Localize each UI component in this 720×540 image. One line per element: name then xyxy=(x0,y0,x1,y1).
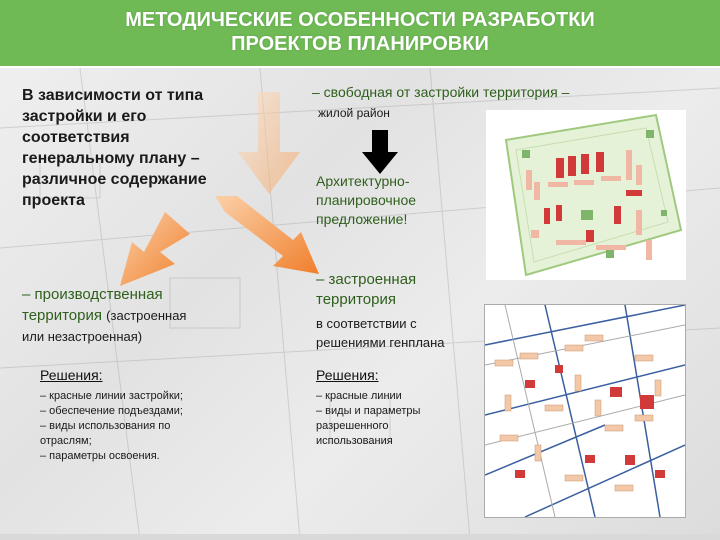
built-territory-line4: решениями генплана xyxy=(316,335,445,350)
industrial-line2: территория xyxy=(22,307,102,324)
orange-arrow-icon xyxy=(200,82,310,202)
industrial-line2-sub: (застроенная xyxy=(106,308,187,323)
list-item: – красные линии xyxy=(316,390,402,402)
arch-proposal-line: Архитектурно- xyxy=(316,173,410,189)
arch-proposal-line: планировочное xyxy=(316,192,417,208)
arch-proposal-line: предложение! xyxy=(316,211,408,227)
bottom-bar xyxy=(0,534,720,540)
residential-district-map xyxy=(486,110,686,280)
page-header xyxy=(0,0,720,66)
list-item: – красные линии застройки; xyxy=(40,390,183,402)
industrial-line3: или незастроенная) xyxy=(22,329,143,344)
list-item: – виды использования по xyxy=(40,420,171,432)
solutions-left-heading: Решения: xyxy=(40,367,103,383)
list-item: – параметры освоения. xyxy=(40,450,160,462)
built-territory-line3: в соответствии с xyxy=(316,316,417,331)
list-item: отраслям; xyxy=(40,435,92,447)
page-title-line2: ПРОЕКТОВ ПЛАНИРОВКИ xyxy=(231,33,489,55)
solutions-right-heading: Решения: xyxy=(316,367,379,383)
left-intro-line: застройки и его xyxy=(22,108,147,125)
solutions-left-title xyxy=(40,367,103,383)
solutions-left-list xyxy=(40,389,183,464)
free-territory-subtitle: жилой район xyxy=(318,106,390,120)
down-arrow-icon xyxy=(360,130,400,176)
left-intro-line: проекта xyxy=(22,192,85,209)
left-intro-line: В зависимости от типа xyxy=(22,87,204,104)
list-item: – виды и параметры xyxy=(316,405,421,417)
solutions-right-title xyxy=(316,367,379,383)
built-territory xyxy=(316,270,416,310)
built-area-map-image xyxy=(485,305,685,517)
built-territory-note xyxy=(316,314,445,352)
orange-arrow-icon xyxy=(215,196,325,276)
built-territory-line2: территория xyxy=(316,291,396,308)
list-item: – обеспечение подъездами; xyxy=(40,405,183,417)
solutions-right-list xyxy=(316,389,420,449)
list-item: использования xyxy=(316,435,393,447)
list-item: разрешенного xyxy=(316,420,389,432)
built-area-map xyxy=(484,304,686,518)
page-title-line1: МЕТОДИЧЕСКИЕ ОСОБЕННОСТИ РАЗРАБОТКИ xyxy=(125,9,595,31)
built-territory-line1: – застроенная xyxy=(316,271,417,288)
industrial-line1: – производственная xyxy=(22,286,163,303)
orange-arrow-icon xyxy=(80,212,210,288)
residential-map-image xyxy=(486,110,686,280)
left-intro-line: различное содержание xyxy=(22,171,207,188)
arch-proposal xyxy=(316,172,416,229)
free-territory-title: – свободная от застройки территория – xyxy=(312,84,570,100)
left-intro-line: генеральному плану – xyxy=(22,150,200,167)
left-intro-line: соответствия xyxy=(22,129,130,146)
industrial-territory xyxy=(22,284,186,347)
